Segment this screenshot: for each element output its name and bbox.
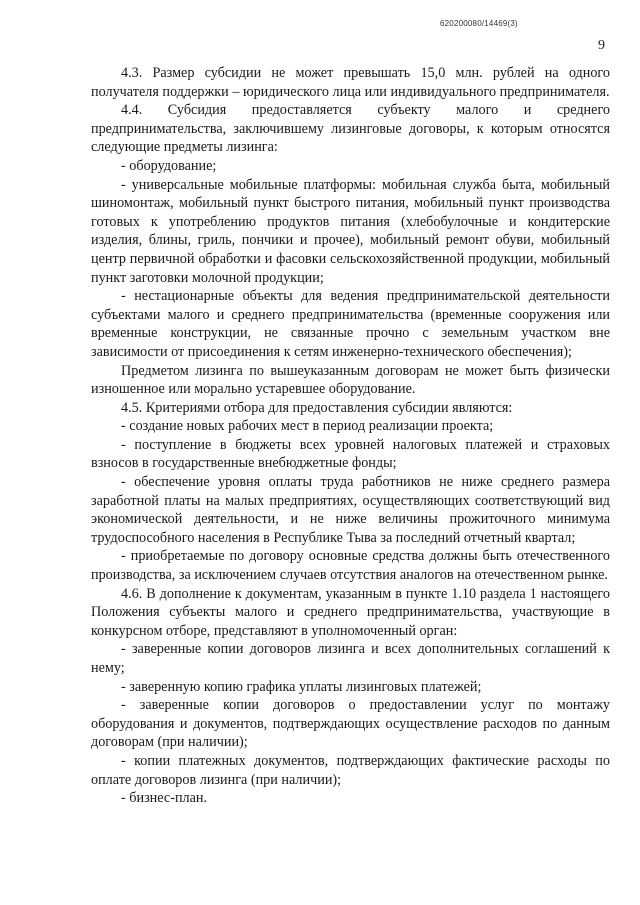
paragraph-4-6: 4.6. В дополнение к документам, указанным в пункте 1.10 раздела 1 настоящего Положения субъекты малого и среднего предпринимательства, участвующие в конкурсном отборе, представляют в уполномоченный орган: — [91, 585, 610, 639]
document-number: 620200080/14469(3) — [440, 19, 518, 28]
list-item: - бизнес-план. — [121, 790, 208, 807]
list-item: - заверенные копии договоров лизинга и всех дополнительных соглашений к нему; — [91, 641, 610, 676]
paragraph-4-4: 4.4. Субсидия предоставляется субъекту малого и среднего предпринимательства, заключившему лизинговые договоры, к которым относятся следующие предметы лизинга: — [91, 102, 610, 156]
list-item: - создание новых рабочих мест в период реализации проекта; — [121, 418, 494, 435]
list-item: - заверенные копии договоров о предоставлении услуг по монтажу оборудования и документов, подтверждающих осуществление расходов по данным договорам (при наличии); — [91, 697, 610, 751]
paragraph-4-5: 4.5. Критериями отбора для предоставления субсидии являются: — [121, 399, 513, 416]
list-item: - копии платежных документов, подтверждающих фактические расходы по оплате договоров лизинга (при наличии); — [91, 752, 610, 788]
list-item: - приобретаемые по договору основные средства должны быть отечественного производства, за исключением случаев отсутствия аналогов на отечественном рынке. — [91, 548, 610, 584]
list-item: - обеспечение уровня оплаты труда работников не ниже среднего размера заработной платы на малых предприятиях, осуществляющих соответствующий вид экономической деятельности, и не ниже величины прожиточного минимума трудоспособного населения в Республике Тыва за последний отчетный квартал; — [91, 474, 610, 546]
list-item: - поступление в бюджеты всех уровней налоговых платежей и страховых взносов в государственные внебюджетные фонды; — [91, 436, 610, 472]
document-body — [91, 64, 610, 808]
paragraph-4-3: 4.3. Размер субсидии не может превышать 15,0 млн. рублей на одного получателя поддержки – юридического лица или индивидуального предпринимателя. — [91, 65, 610, 100]
list-item: - оборудование; — [121, 157, 217, 174]
list-item: - заверенную копию графика уплаты лизинговых платежей; — [121, 678, 482, 695]
paragraph-leasing-subject: Предметом лизинга по вышеуказанным договорам не может быть физически изношенное или морально устаревшее оборудование. — [91, 362, 610, 398]
list-item: - универсальные мобильные платформы: мобильная служба быта, мобильный шиномонтаж, мобильный пункт быстрого питания, мобильный пункт производства готовых к употреблению продуктов питания (хлебобулочные и кондитерские изделия, блины, гриль, пончики и прочее), мобильный ремонт обуви, мобильный центр первичной обработки и фасовки сельскохозяйственной продукции, мобильный пункт заготовки молочной продукции; — [91, 176, 610, 286]
page-number: 9 — [598, 38, 605, 53]
list-item: - нестационарные объекты для ведения предпринимательской деятельности субъектами малого и среднего предпринимательства (временные сооружения или временные конструкции, не связанные прочно с земельным участком вне зависимости от присоединения к сетям инженерно-технического обеспечения); — [91, 288, 610, 360]
